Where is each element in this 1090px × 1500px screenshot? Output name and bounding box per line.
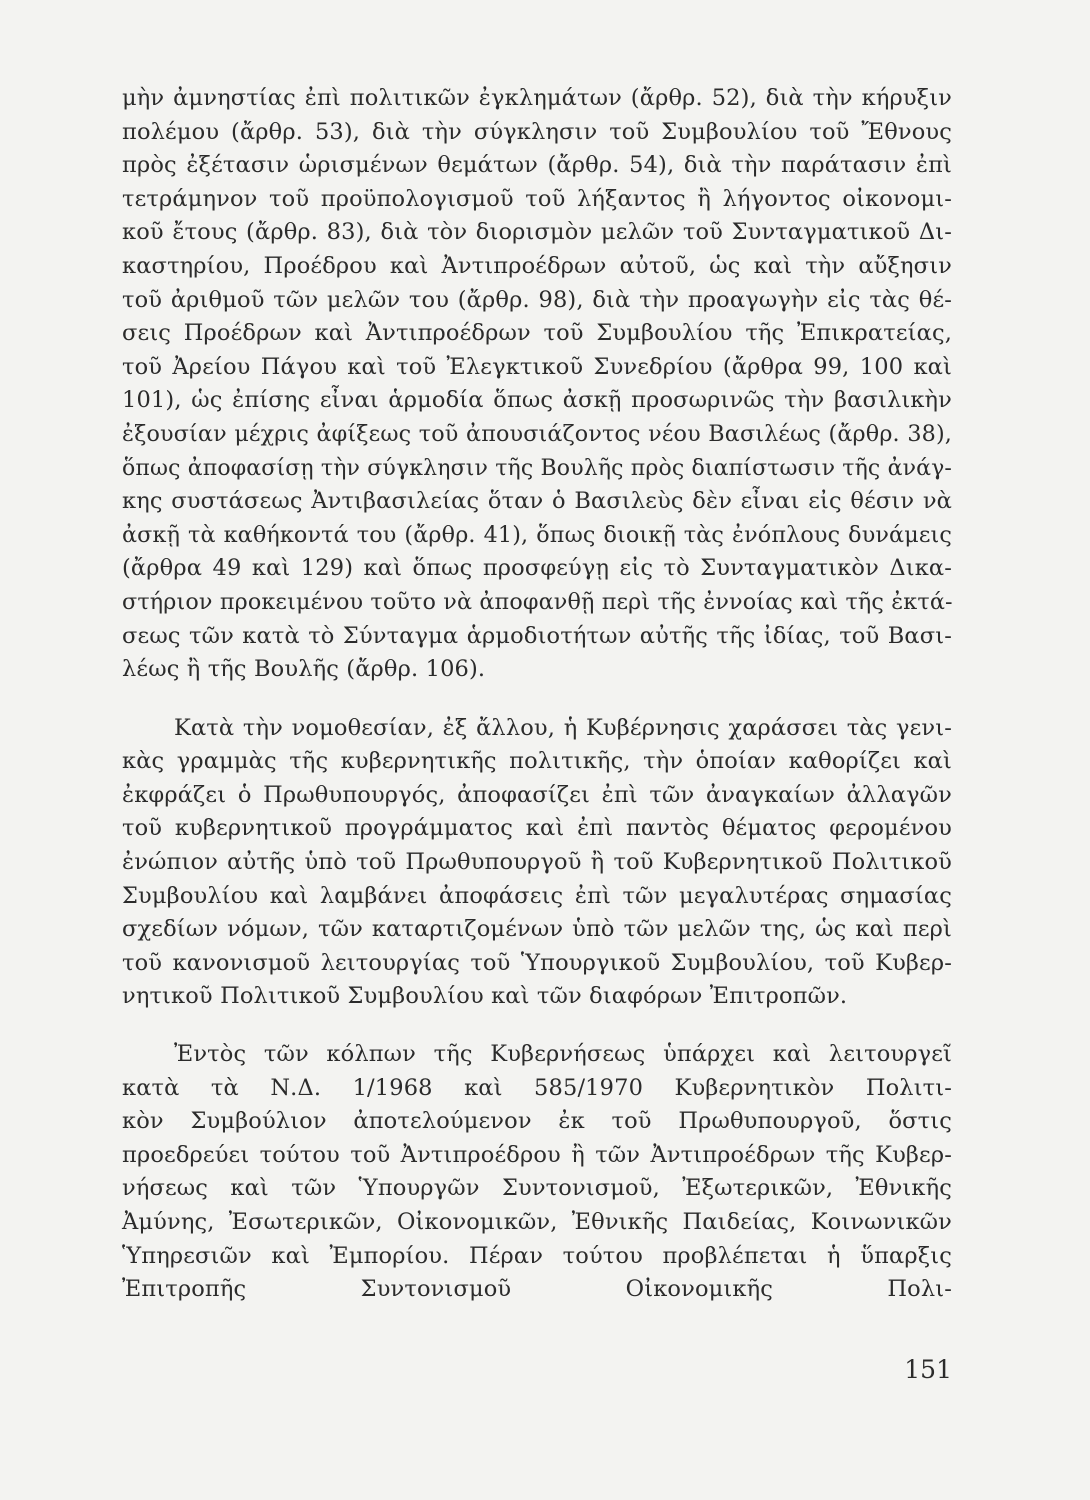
text-line: ἐνώπιον αὐτῆς ὑπὸ τοῦ Πρωθυπουργοῦ ἢ τοῦ Κυβερνητικοῦ Πολιτικοῦ [122,849,952,876]
text-line: κὰς γραμμὰς τῆς κυβερνητικῆς πολιτικῆς, τὴν ὁποίαν καθορίζει καὶ [122,748,952,775]
text-line: μὴν ἀμνηστίας ἐπὶ πολιτικῶν ἐγκλημάτων (ἄρθρ. 52), διὰ τὴν κήρυξιν [122,85,952,111]
body-text [122,82,952,1307]
text-line: Κατὰ τὴν νομοθεσίαν, ἐξ ἄλλου, ἡ Κυβέρνησις χαράσσει τὰς γενι- [174,714,952,741]
text-line: νητικοῦ Πολιτικοῦ Συμβουλίου καὶ τῶν διαφόρων Ἐπιτροπῶν. [122,983,848,1010]
text-line: κὸν Συμβούλιον ἀποτελούμενον ἐκ τοῦ Πρωθυπουργοῦ, ὅστις [122,1108,952,1135]
page-number: 151 [904,1355,952,1384]
text-line: σχεδίων νόμων, τῶν καταρτιζομένων ὑπὸ τῶν μελῶν της, ὡς καὶ περὶ [122,916,952,943]
text-line: Συμβουλίου καὶ λαμβάνει ἀποφάσεις ἐπὶ τῶν μεγαλυτέρας σημασίας [122,882,952,909]
text-line: κης συστάσεως Ἀντιβασιλείας ὅταν ὁ Βασιλεὺς δὲν εἶναι εἰς θέσιν νὰ [122,488,952,515]
text-line: σεις Προέδρων καὶ Ἀντιπροέδρων τοῦ Συμβουλίου τῆς Ἐπικρατείας, [122,320,952,347]
text-line: σεως τῶν κατὰ τὸ Σύνταγμα ἁρμοδιοτήτων αὐτῆς τῆς ἰδίας, τοῦ Βασι- [122,622,952,649]
text-line: τοῦ κανονισμοῦ λειτουργίας τοῦ Ὑπουργικοῦ Συμβουλίου, τοῦ Κυβερ- [122,949,952,976]
text-line: καστηρίου, Προέδρου καὶ Ἀντιπροέδρων αὐτοῦ, ὡς καὶ τὴν αὔξησιν [122,252,952,279]
text-line: τοῦ Ἀρείου Πάγου καὶ τοῦ Ἐλεγκτικοῦ Συνεδρίου (ἄρθρα 99, 100 καὶ [122,353,952,380]
text-line: πρὸς ἐξέτασιν ὡρισμένων θεμάτων (ἄρθρ. 54), διὰ τὴν παράτασιν ἐπὶ [122,152,952,179]
text-line: Ὑπηρεσιῶν καὶ Ἐμπορίου. Πέραν τούτου προβλέπεται ἡ ὕπαρξις [122,1242,952,1269]
text-line: Ἀμύνης, Ἐσωτερικῶν, Οἰκονομικῶν, Ἐθνικῆς Παιδείας, Κοινωνικῶν [122,1209,952,1235]
text-line: ἐξουσίαν μέχρις ἀφίξεως τοῦ ἀπουσιάζοντος νέου Βασιλέως (ἄρθρ. 38), [122,420,952,447]
text-line: τετράμηνον τοῦ προϋπολογισμοῦ τοῦ λήξαντος ἢ λήγοντος οἰκονομι- [122,185,952,212]
paragraph-gap [122,1014,952,1038]
text-line: κοῦ ἔτους (ἄρθρ. 83), διὰ τὸν διορισμὸν μελῶν τοῦ Συνταγματικοῦ Δι- [122,219,952,246]
paragraph [122,1038,952,1307]
text-line: ἐκφράζει ὁ Πρωθυπουργός, ἀποφασίζει ἐπὶ τῶν ἀναγκαίων ἀλλαγῶν [122,781,952,808]
text-line: Ἐπιτροπῆς Συντονισμοῦ Οἰκονομικῆς Πολι- [122,1276,952,1303]
paragraph-gap [122,687,952,712]
text-line: στήριον προκειμένου τοῦτο νὰ ἀποφανθῇ περὶ τῆς ἐννοίας καὶ τῆς ἐκτά- [122,588,953,615]
text-line: τοῦ κυβερνητικοῦ προγράμματος καὶ ἐπὶ παντὸς θέματος φερομένου [122,815,952,842]
text-line: τοῦ ἀριθμοῦ τῶν μελῶν του (ἄρθρ. 98), διὰ τὴν προαγωγὴν εἰς τὰς θέ- [122,286,952,313]
paragraph [122,712,952,1014]
text-line: ὅπως ἀποφασίσῃ τὴν σύγκλησιν τῆς Βουλῆς πρὸς διαπίστωσιν τῆς ἀνάγ- [122,455,952,481]
text-line: λέως ἢ τῆς Βουλῆς (ἄρθρ. 106). [122,656,486,683]
text-line: Ἐντὸς τῶν κόλπων τῆς Κυβερνήσεως ὑπάρχει καὶ λειτουργεῖ [174,1041,952,1068]
text-line: προεδρεύει τούτου τοῦ Ἀντιπροέδρου ἢ τῶν Ἀντιπροέδρων τῆς Κυβερ- [122,1141,952,1168]
text-line: νήσεως καὶ τῶν Ὑπουργῶν Συντονισμοῦ, Ἐξωτερικῶν, Ἐθνικῆς [122,1175,952,1202]
text-line: κατὰ τὰ Ν.Δ. 1/1968 καὶ 585/1970 Κυβερνητικὸν Πολιτι- [122,1074,952,1101]
text-line: ἀσκῇ τὰ καθήκοντά του (ἄρθρ. 41), ὅπως διοικῇ τὰς ἐνόπλους δυνάμεις [122,521,952,548]
text-line: πολέμου (ἄρθρ. 53), διὰ τὴν σύγκλησιν τοῦ Συμβουλίου τοῦ Ἔθνους [122,118,952,145]
text-line: (ἄρθρα 49 καὶ 129) καὶ ὅπως προσφεύγῃ εἰς τὸ Συνταγματικὸν Δικα- [122,555,952,582]
text-line: 101), ὡς ἐπίσης εἶναι ἁρμοδία ὅπως ἀσκῇ προσωρινῶς τὴν βασιλικὴν [122,387,952,414]
paragraph [122,82,952,687]
